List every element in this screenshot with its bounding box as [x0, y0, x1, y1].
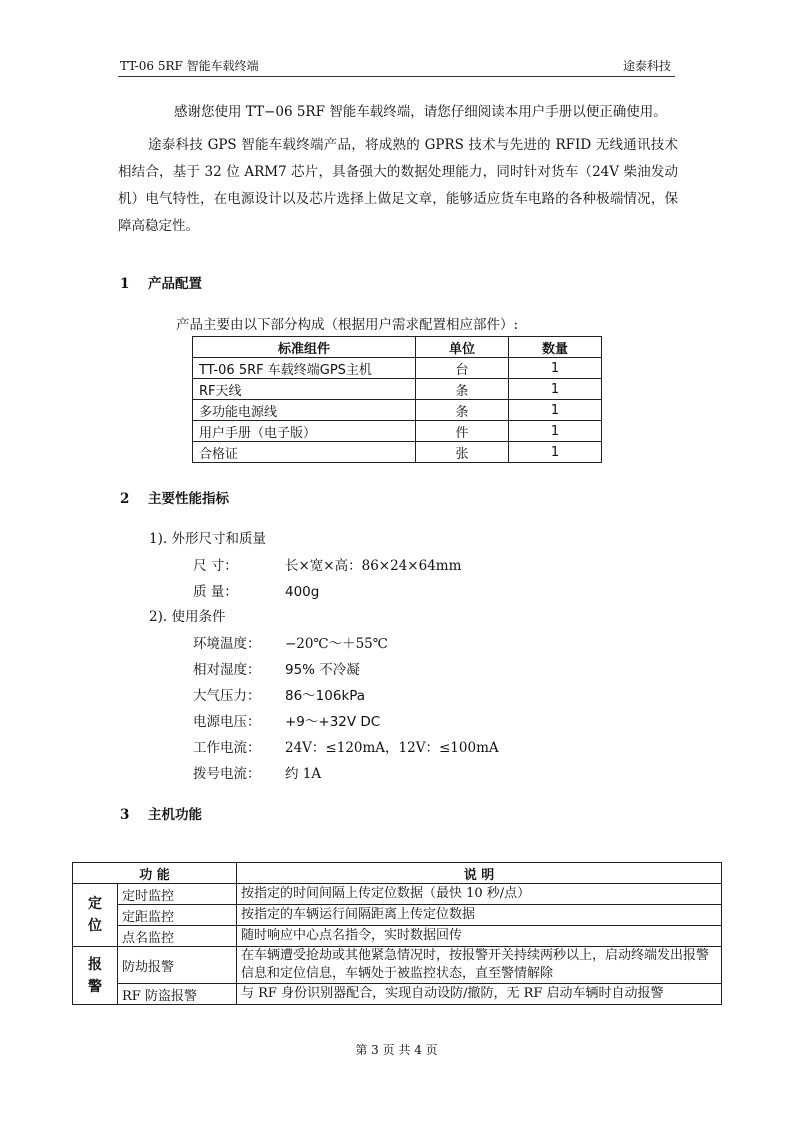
- spec-value: 24V：≤120mA，12V：≤100mA: [285, 740, 499, 756]
- spec-value: +9～+32V DC: [285, 714, 381, 730]
- spec-key: 工作电流：: [193, 740, 261, 756]
- spec-key: 相对湿度：: [193, 662, 261, 678]
- spec-temperature: [193, 632, 388, 652]
- group-cell-positioning: [73, 884, 118, 947]
- table-row: [193, 358, 602, 379]
- component-cell: 用户手册（电子版）: [193, 421, 416, 442]
- function-name: RF 防盗报警: [118, 984, 237, 1005]
- spec-weight: [193, 580, 319, 600]
- table-row: [73, 905, 722, 926]
- spec-key: 电源电压：: [193, 714, 261, 730]
- function-name: 定距监控: [118, 905, 237, 926]
- group-label: 报 警: [88, 956, 102, 995]
- spec-value: 86～106kPa: [285, 688, 366, 704]
- intro-paragraph-2: 途泰科技 GPS 智能车载终端产品，将成熟的 GPRS 技术与先进的 RFID 无线通讯技术相结合，基于 32 位 ARM7 芯片，具备强大的数据处理能力，同时针对货车（24V 柴油发动机）电气特性，在电源设计以及芯片选择上做足文章，能够适应货车电路的各种极端情况，保障高稳定性。: [118, 137, 678, 234]
- column-header-function: 功 能: [73, 863, 237, 884]
- spec-pressure: [193, 684, 365, 704]
- function-name: 定时监控: [118, 884, 237, 905]
- spec-value: −20℃～＋55℃: [285, 636, 388, 652]
- section-2-heading: [120, 487, 229, 507]
- header-product-name: TT-06 5RF 智能车载终端: [120, 59, 259, 73]
- group-cell-alarm: [73, 947, 118, 1005]
- function-description: 在车辆遭受抢劫或其他紧急情况时，按报警开关持续两秒以上，启动终端发出报警信息和定位信息，车辆处于被监控状态，直至警情解除: [237, 947, 722, 984]
- function-name: 防劫报警: [118, 947, 237, 984]
- spec-value: 95% 不冷凝: [285, 662, 360, 678]
- component-cell: TT-06 5RF 车载终端GPS主机: [193, 358, 416, 379]
- header-company-name: 途泰科技: [622, 59, 671, 73]
- column-header: 单位: [416, 337, 509, 358]
- page-footer: 第 3 页 共 4 页: [355, 1043, 438, 1057]
- subsection-conditions: 2). 使用条件: [149, 609, 226, 625]
- function-name: 点名监控: [118, 926, 237, 947]
- function-description: 按指定的车辆运行间隔距离上传定位数据: [237, 905, 722, 926]
- spec-working-current: [193, 736, 499, 756]
- column-header-description: 说 明: [237, 863, 722, 884]
- spec-value: 400g: [285, 584, 320, 600]
- spec-key: 拨号电流：: [193, 766, 261, 782]
- quantity-cell: 1: [509, 358, 602, 379]
- unit-cell: 台: [416, 358, 509, 379]
- quantity-cell: 1: [509, 400, 602, 421]
- spec-humidity: [193, 658, 360, 678]
- section-title: 主机功能: [148, 807, 202, 823]
- spec-value: 约 1A: [285, 766, 322, 782]
- subsection-size-weight: 1). 外形尺寸和质量: [149, 531, 266, 547]
- unit-cell: 条: [416, 379, 509, 400]
- component-cell: 多功能电源线: [193, 400, 416, 421]
- table-header-row: [73, 863, 722, 884]
- spec-key: 尺 寸：: [193, 558, 238, 574]
- spec-dial-current: [193, 762, 321, 782]
- section-number: 3: [120, 807, 130, 823]
- group-label: 定 位: [88, 896, 102, 934]
- table-row: [73, 947, 722, 984]
- table-row: [193, 400, 602, 421]
- column-header: 数量: [509, 337, 602, 358]
- table-header-row: [193, 337, 602, 358]
- functions-table: [72, 862, 722, 1005]
- config-table: [192, 336, 602, 463]
- function-description: 随时响应中心点名指令，实时数据回传: [237, 926, 722, 947]
- table-row: [73, 926, 722, 947]
- section-3-heading: [120, 803, 202, 823]
- table-row: [193, 442, 602, 463]
- quantity-cell: 1: [509, 421, 602, 442]
- column-header: 标准组件: [193, 337, 416, 358]
- quantity-cell: 1: [509, 442, 602, 463]
- spec-key: 大气压力：: [193, 688, 261, 704]
- table-row: [193, 421, 602, 442]
- spec-size: [193, 554, 461, 574]
- function-description: 按指定的时间间隔上传定位数据（最快 10 秒/点）: [237, 884, 722, 905]
- section-title: 产品配置: [148, 276, 202, 292]
- section-number: 2: [120, 491, 130, 507]
- config-intro: 产品主要由以下部分构成（根据用户需求配置相应部件）:: [176, 317, 519, 333]
- component-cell: 合格证: [193, 442, 416, 463]
- unit-cell: 件: [416, 421, 509, 442]
- table-row: [73, 984, 722, 1005]
- unit-cell: 张: [416, 442, 509, 463]
- function-description: 与 RF 身份识别器配合，实现自动设防/撤防，无 RF 启动车辆时自动报警: [237, 984, 722, 1005]
- spec-key: 质 量：: [193, 584, 238, 600]
- table-row: [193, 379, 602, 400]
- page-header: [118, 54, 675, 77]
- unit-cell: 条: [416, 400, 509, 421]
- intro-paragraph-1: 感谢您使用 TT−06 5RF 智能车载终端，请您仔细阅读本用户手册以便正确使用。: [174, 104, 667, 120]
- spec-voltage: [193, 710, 380, 730]
- spec-value: 长×宽×高：86×24×64mm: [285, 558, 462, 574]
- section-1-heading: [120, 272, 202, 292]
- quantity-cell: 1: [509, 379, 602, 400]
- table-row: [73, 884, 722, 905]
- component-cell: RF天线: [193, 379, 416, 400]
- spec-key: 环境温度：: [193, 636, 261, 652]
- section-title: 主要性能指标: [148, 491, 229, 507]
- section-number: 1: [120, 276, 130, 292]
